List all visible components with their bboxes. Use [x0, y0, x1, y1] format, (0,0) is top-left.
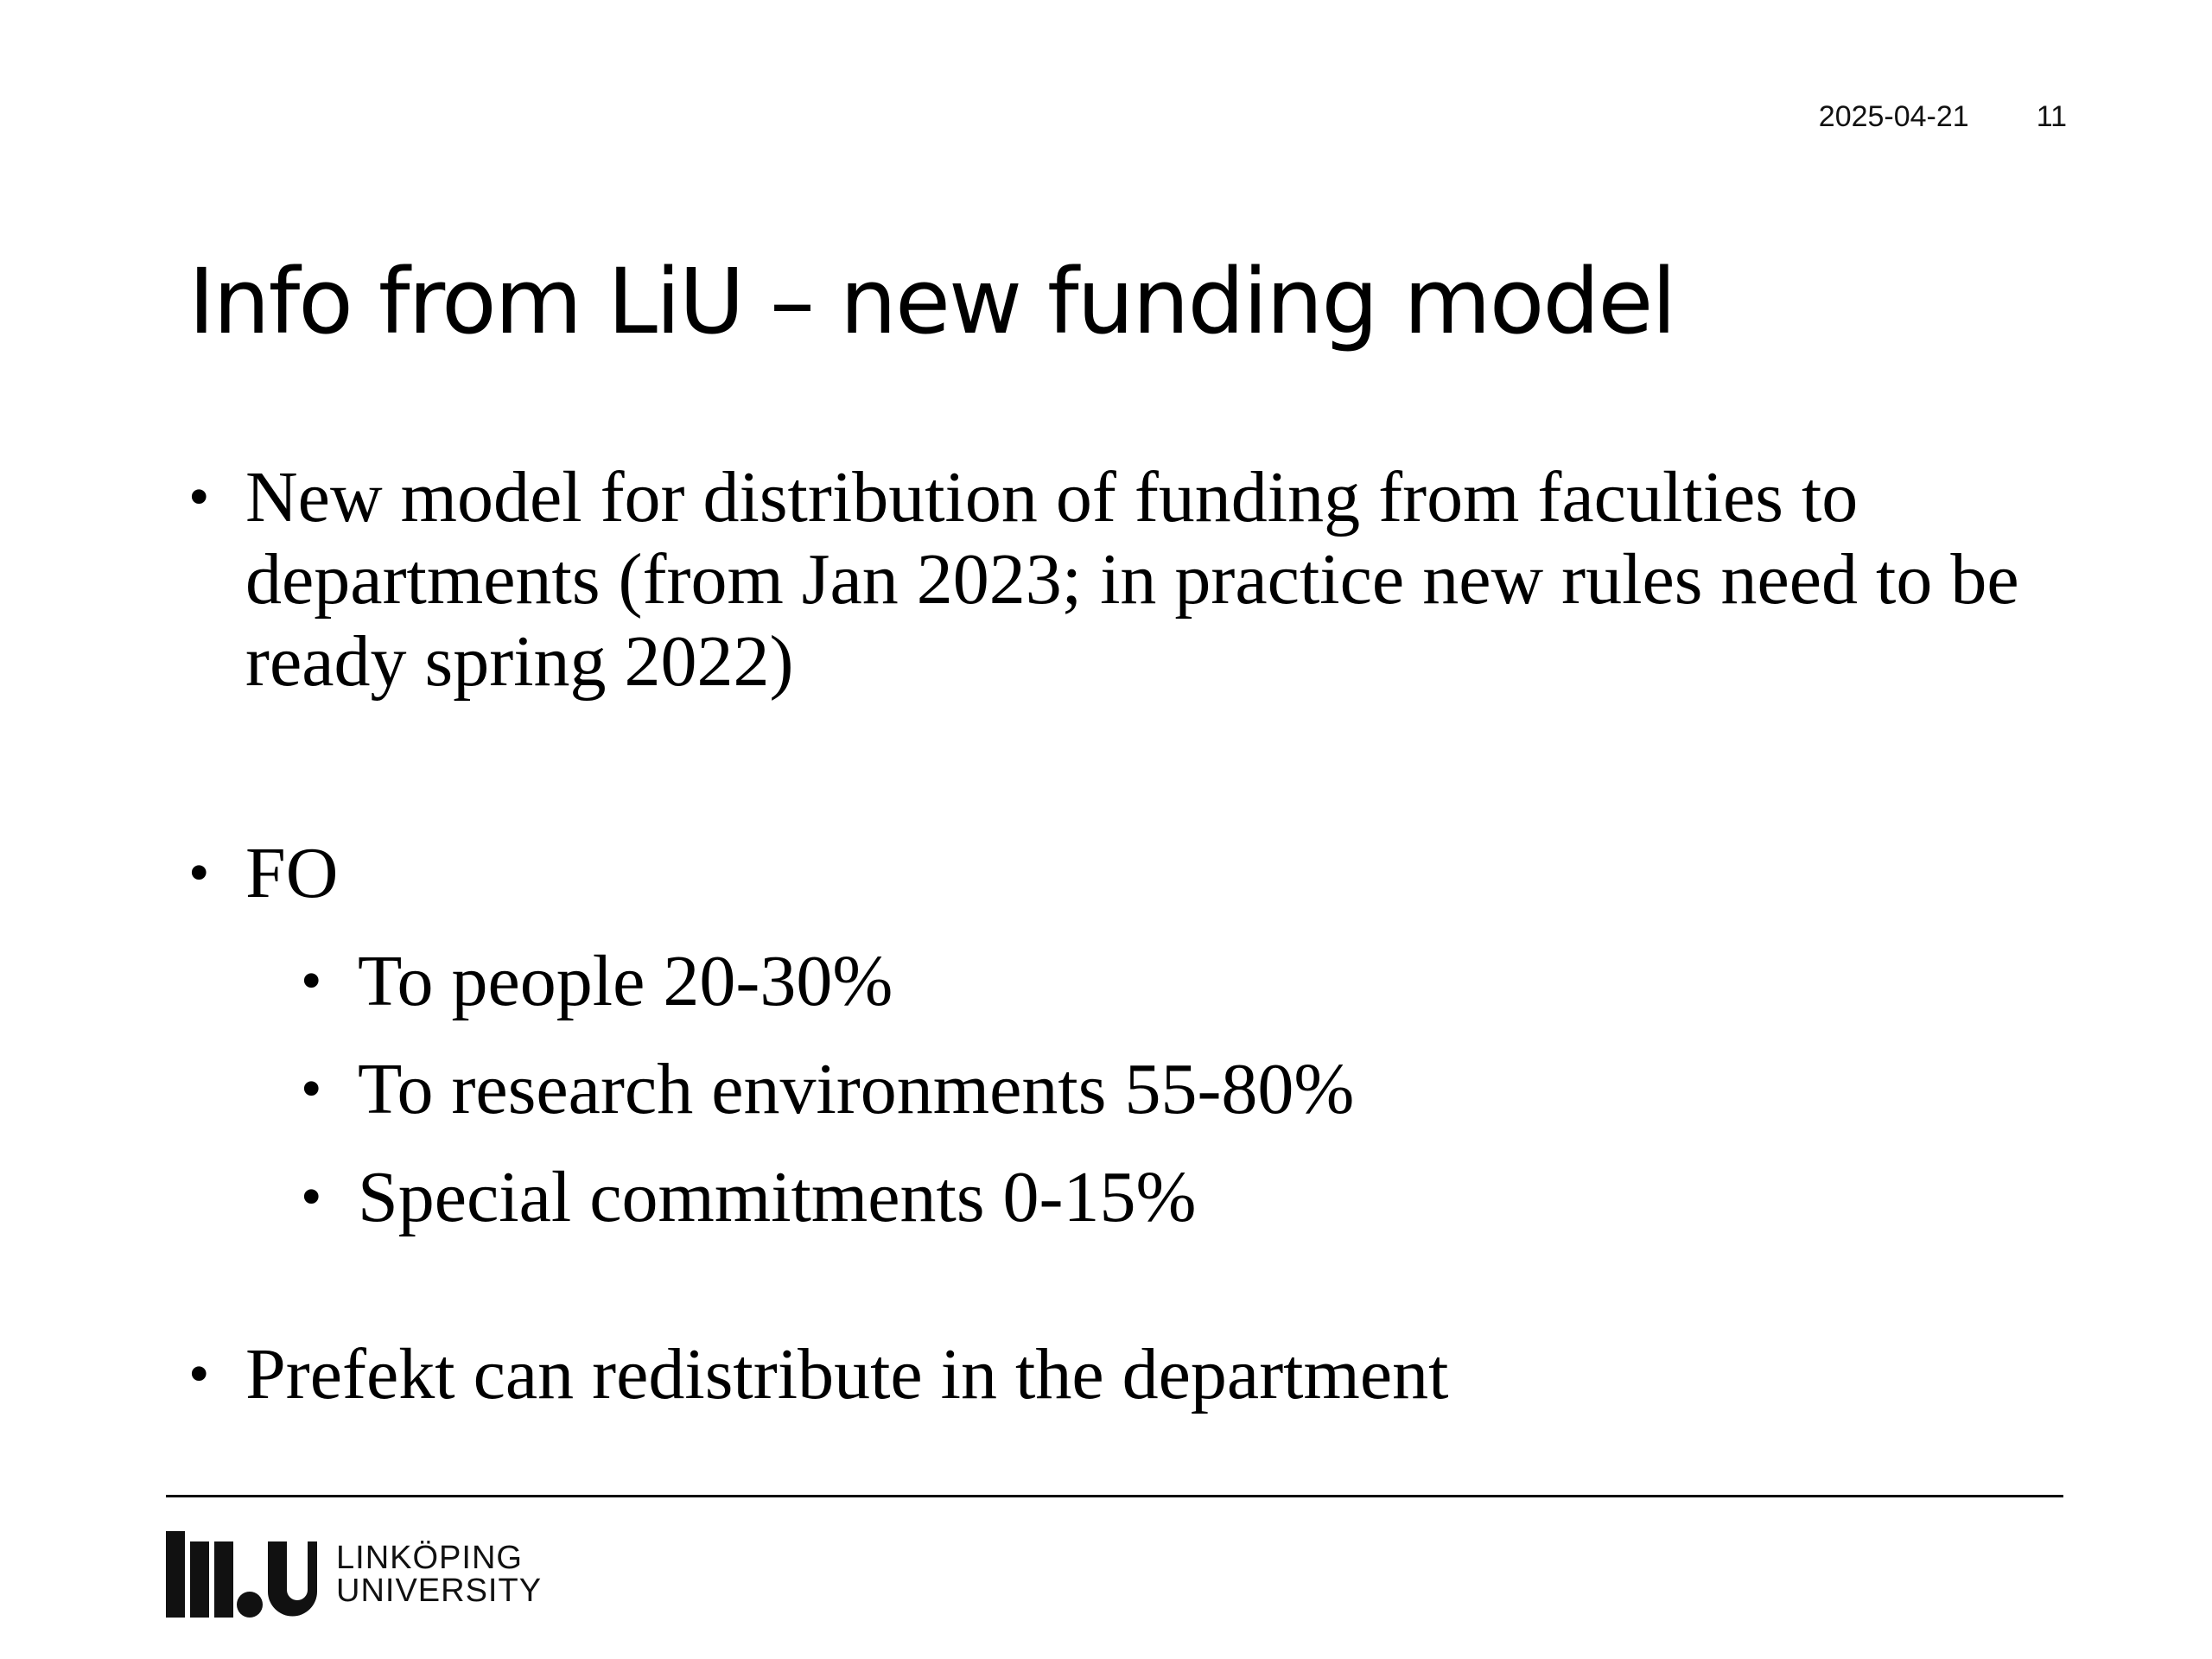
sub-bullet-list	[188, 940, 2089, 1238]
bullet-text: Prefekt can redistribute in the department	[245, 1334, 1449, 1414]
sub-bullet-text: To people 20-30%	[358, 941, 893, 1021]
liu-logo-icon	[166, 1529, 317, 1619]
bullet-dot-icon: •	[301, 1056, 322, 1122]
liu-logo	[166, 1529, 542, 1619]
bullet-dot-icon: •	[301, 1164, 322, 1230]
logo-line-1: LINKÖPING	[336, 1540, 523, 1576]
bullet-dot-icon: •	[188, 840, 210, 906]
slide-title: Info from LiU – new funding model	[188, 249, 1675, 354]
bullet-item-prefekt	[188, 1333, 2089, 1415]
logo-line-2: UNIVERSITY	[336, 1573, 543, 1609]
bullet-dot-icon: •	[301, 948, 322, 1014]
bullet-item-funding-model	[188, 456, 2089, 702]
sub-bullet-item-research-environments	[301, 1048, 2089, 1130]
slide-date: 2025-04-21	[1818, 100, 1969, 133]
bullet-dot-icon: •	[188, 1341, 210, 1408]
bullet-dot-icon: •	[188, 464, 210, 531]
sub-bullet-text: To research environments 55-80%	[358, 1049, 1355, 1129]
bullet-text: New model for distribution of funding from faculties to departments (from Jan 2023; in practice new rules need to be ready spring 2022)	[245, 457, 2019, 702]
sub-bullet-item-special-commitments	[301, 1156, 2089, 1238]
bullet-list	[188, 456, 2089, 1415]
bullet-item-fo	[188, 832, 2089, 914]
sub-bullet-text: Special commitments 0-15%	[358, 1157, 1197, 1237]
slide-header-meta	[1819, 100, 2067, 134]
logo-wordmark	[336, 1541, 542, 1607]
slide-page-number: 11	[2036, 100, 2067, 133]
sub-bullet-item-people	[301, 940, 2089, 1022]
bullet-text: FO	[245, 833, 339, 913]
footer-divider	[166, 1495, 2063, 1497]
